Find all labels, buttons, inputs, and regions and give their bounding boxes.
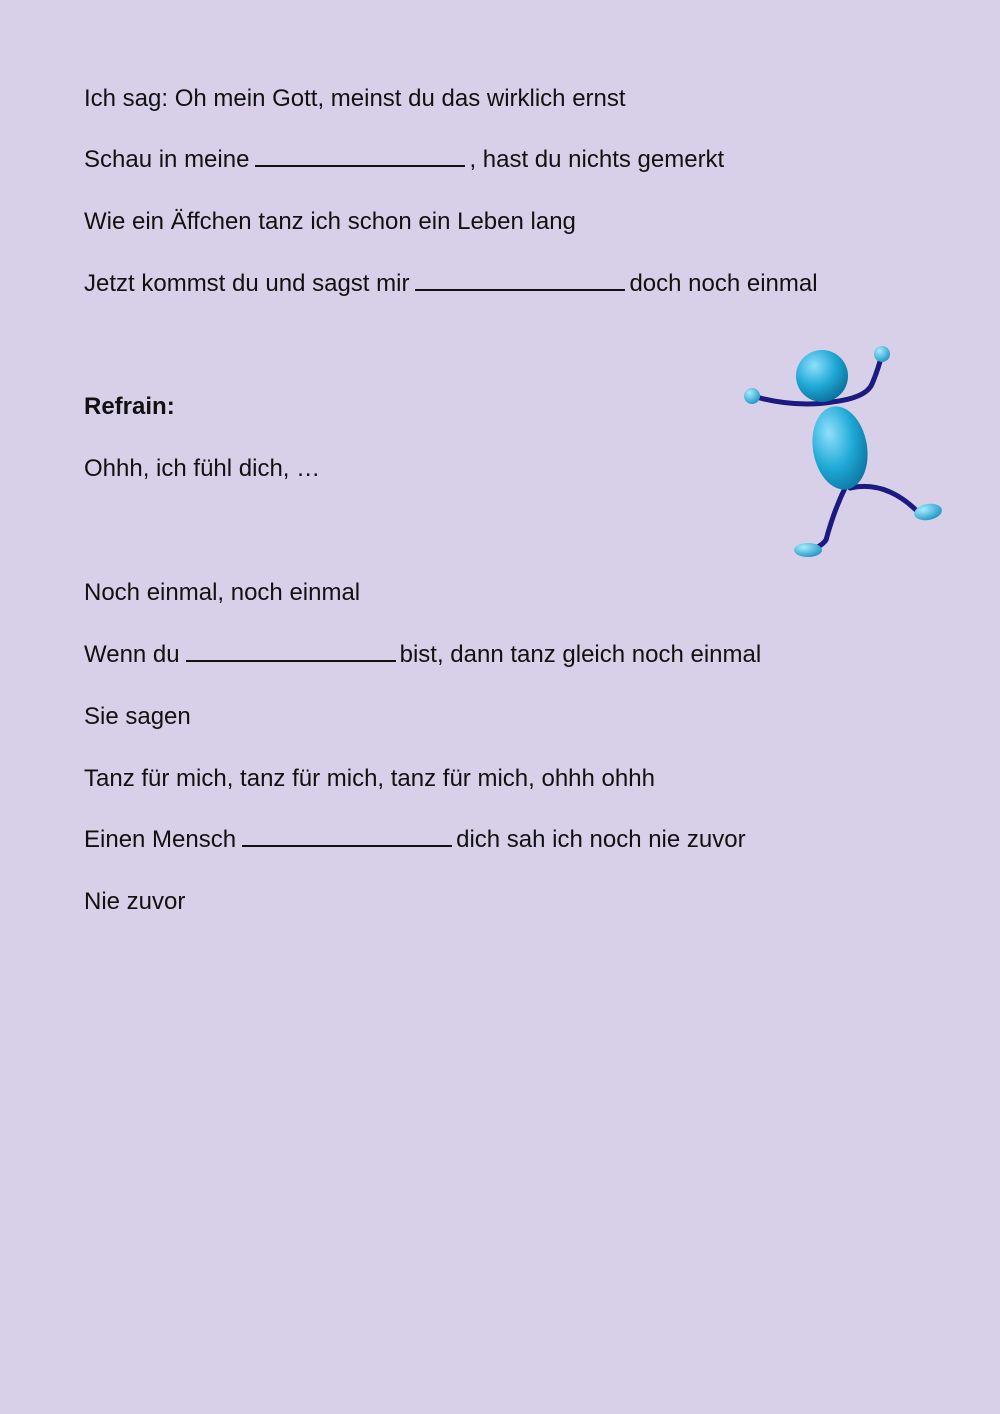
- lyric-text: Ohhh, ich fühl dich, …: [84, 455, 321, 482]
- lyric-text: doch noch einmal: [629, 270, 818, 297]
- lyric-line: [84, 764, 655, 794]
- fill-in-blank[interactable]: [242, 825, 452, 847]
- lyric-line-with-blank: [84, 640, 761, 670]
- fill-in-blank[interactable]: [255, 145, 465, 167]
- heading-text: Refrain:: [84, 393, 175, 420]
- lyric-text: Nie zuvor: [84, 888, 186, 915]
- lyric-text: Schau in meine: [84, 146, 250, 173]
- lyric-line: [84, 84, 626, 114]
- lyric-line-with-blank: [84, 825, 746, 855]
- fill-in-blank[interactable]: [415, 269, 625, 291]
- fill-in-blank[interactable]: [186, 640, 396, 662]
- refrain-heading: [84, 392, 175, 422]
- lyric-text: Wie ein Äffchen tanz ich schon ein Leben lang: [84, 208, 576, 235]
- lyric-line-with-blank: [84, 269, 818, 299]
- lyric-line: [84, 702, 191, 732]
- lyric-line: [84, 207, 576, 237]
- lyric-line-with-blank: [84, 145, 724, 175]
- lyric-text: Wenn du: [84, 641, 180, 668]
- lyric-text: Ich sag: Oh mein Gott, meinst du das wirklich ernst: [84, 85, 626, 112]
- dancing-figure-icon: [736, 340, 950, 566]
- lyric-text: Noch einmal, noch einmal: [84, 579, 361, 606]
- lyric-text: Sie sagen: [84, 703, 191, 730]
- lyric-text: Einen Mensch: [84, 826, 237, 853]
- lyric-text: , hast du nichts gemerkt: [469, 146, 725, 173]
- lyric-text: Tanz für mich, tanz für mich, tanz für mich, ohhh ohhh: [84, 765, 655, 792]
- lyric-line: [84, 578, 360, 608]
- lyric-text: dich sah ich noch nie zuvor: [456, 826, 746, 853]
- lyric-line: [84, 454, 320, 484]
- lyric-line: [84, 887, 185, 917]
- lyric-text: Jetzt kommst du und sagst mir: [84, 270, 410, 297]
- lyric-text: bist, dann tanz gleich noch einmal: [399, 641, 762, 668]
